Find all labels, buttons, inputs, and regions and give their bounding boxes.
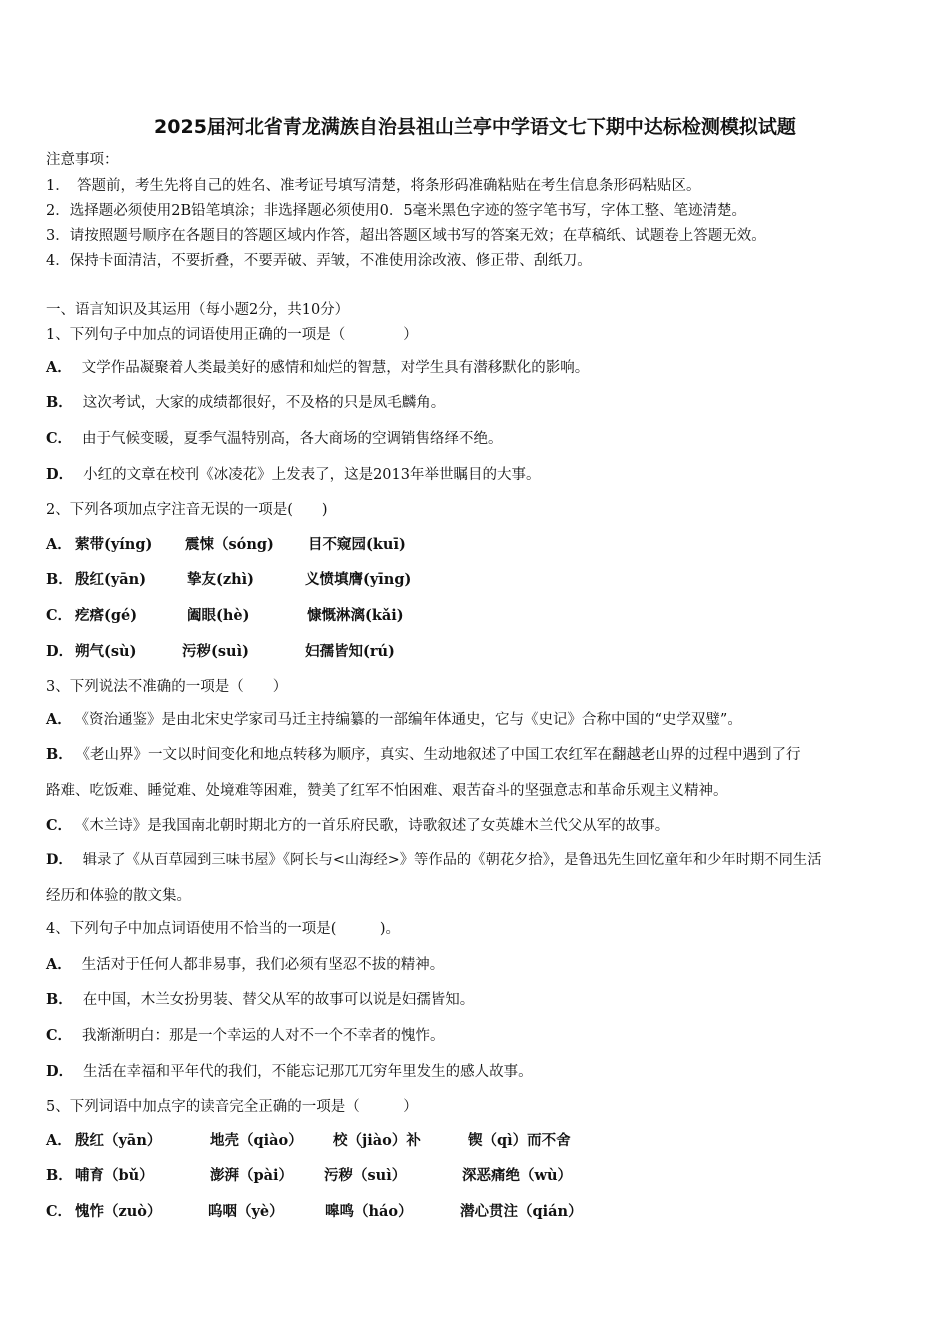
q5-stem: 5、下列词语中加点字的读音完全正确的一项是（ ） xyxy=(46,1099,418,1115)
q2-b-word-1: 殷红(yān) xyxy=(75,571,147,588)
notice-item-4: 4．保持卡面清洁，不要折叠，不要弄破、弄皱，不准使用涂改液、修正带、刮纸刀。 xyxy=(46,253,592,269)
q5-b-word-1: 哺育（bǔ） xyxy=(75,1167,154,1184)
q2-b-word-2: 挚友(zhì) xyxy=(187,571,255,588)
option-text: 在中国，木兰女扮男装、替父从军的故事可以说是妇孺皆知。 xyxy=(82,992,475,1008)
q1-option-d xyxy=(46,465,540,485)
q2-b-label: B． xyxy=(46,571,73,588)
q2-stem: 2、下列各项加点字注音无误的一项是( ) xyxy=(46,502,328,518)
q5-b-word-4: 深恶痛绝（wù） xyxy=(462,1167,573,1184)
option-label: D． xyxy=(46,852,73,868)
q5-b-word-3: 污秽（suì） xyxy=(324,1167,407,1184)
q5-c-word-4: 潜心贯注（qián） xyxy=(460,1203,583,1220)
option-label: A． xyxy=(46,956,72,973)
q5-c-label: C． xyxy=(46,1203,73,1220)
option-text: 文学作品凝聚着人类最美好的感情和灿烂的智慧，对学生具有潜移默化的影响。 xyxy=(81,360,590,376)
option-text: 由于气候变暖，夏季气温特别高，各大商场的空调销售络绎不绝。 xyxy=(82,431,503,447)
notice-item-2: 2．选择题必须使用2B铅笔填涂；非选择题必须使用0．5毫米黑色字迹的签字笔书写，字体工整、笔迹清楚。 xyxy=(46,203,747,219)
option-text: 《木兰诗》是我国南北朝时期北方的一首乐府民歌，诗歌叙述了女英雄木兰代父从军的故事。 xyxy=(82,818,670,834)
q4-option-b xyxy=(46,990,474,1010)
q4-option-c xyxy=(46,1026,445,1046)
q3-option-a xyxy=(46,710,742,730)
q3-option-b-cont: 路难、吃饭难、睡觉难、处境难等困难，赞美了红军不怕困难、艰苦奋斗的坚强意志和革命乐观主义精神。 xyxy=(46,783,728,799)
q4-option-d xyxy=(46,1062,533,1082)
q3-stem: 3、下列说法不准确的一项是（ ） xyxy=(46,679,288,695)
option-label: D． xyxy=(46,1063,74,1080)
q2-c-word-3: 慷慨淋漓(kǎi) xyxy=(307,607,404,624)
q5-a-word-4: 锲（qì）而不舍 xyxy=(468,1132,571,1149)
option-text: 《老山界》一文以时间变化和地点转移为顺序，真实、生动地叙述了中国工农红军在翻越老山界的过程中遇到了行 xyxy=(82,747,801,763)
q3-option-d-cont: 经历和体验的散文集。 xyxy=(46,888,191,904)
q5-c-word-3: 嗥鸣（háo） xyxy=(325,1203,413,1220)
option-label: C． xyxy=(46,430,73,447)
section-heading: 一、语言知识及其运用（每小题2分，共10分） xyxy=(46,302,350,318)
q5-a-word-3: 校（jiào）补 xyxy=(333,1132,421,1149)
q2-d-label: D． xyxy=(46,643,74,660)
option-text: 生活在幸福和平年代的我们，不能忘记那兀兀穷年里发生的感人故事。 xyxy=(83,1064,533,1080)
q2-a-label: A． xyxy=(46,536,72,553)
q2-d-word-2: 污秽(suì) xyxy=(182,643,249,660)
q2-b-word-3: 义愤填膺(yīng) xyxy=(305,571,412,588)
q1-stem: 1、下列句子中加点的词语使用正确的一项是（ ） xyxy=(46,327,418,343)
q1-option-c xyxy=(46,429,503,449)
q2-c-word-2: 阖眼(hè) xyxy=(187,607,250,624)
q5-c-word-2: 呜咽（yè） xyxy=(208,1203,284,1220)
option-text: 生活对于任何人都非易事，我们必须有坚忍不拔的精神。 xyxy=(81,957,445,973)
option-text: 小红的文章在校刊《冰凌花》上发表了，这是2013年举世瞩目的大事。 xyxy=(83,467,541,483)
option-text: 我渐渐明白：那是一个幸运的人对不一个不幸者的愧怍。 xyxy=(82,1028,445,1044)
q2-c-label: C． xyxy=(46,607,73,624)
option-text: 《资治通鉴》是由北宋史学家司马迁主持编纂的一部编年体通史，它与《史记》合称中国的“史学双璧”。 xyxy=(81,712,742,728)
q3-option-b xyxy=(46,745,801,765)
q2-d-word-1: 朔气(sù) xyxy=(75,643,137,660)
q5-c-word-1: 愧怍（zuò） xyxy=(75,1203,162,1220)
notice-item-3: 3．请按照题号顺序在各题目的答题区域内作答，超出答题区域书写的答案无效；在草稿纸、试题卷上答题无效。 xyxy=(46,228,766,244)
q1-option-a xyxy=(46,358,589,378)
page-title: 2025届河北省青龙满族自治县祖山兰亭中学语文七下期中达标检测模拟试题 xyxy=(154,116,796,138)
q2-a-word-3: 目不窥园(kuī) xyxy=(308,536,406,553)
q5-b-label: B． xyxy=(46,1167,73,1184)
option-label: D． xyxy=(46,466,74,483)
notice-item-1: 1． 答题前，考生先将自己的姓名、准考证号填写清楚，将条形码准确粘贴在考生信息条形码粘贴区。 xyxy=(46,178,701,194)
option-text: 辑录了《从百草园到三味书屋》《阿长与<山海经>》等作品的《朝花夕拾》，是鲁迅先生回忆童年和少年时期不同生活 xyxy=(82,852,822,868)
q2-a-word-1: 萦带(yíng) xyxy=(75,536,153,553)
option-label: A． xyxy=(46,711,72,728)
option-label: C． xyxy=(46,817,73,834)
q2-d-word-3: 妇孺皆知(rú) xyxy=(305,643,395,660)
q5-b-word-2: 澎湃（pài） xyxy=(210,1167,294,1184)
q3-option-d xyxy=(46,850,822,870)
q5-a-word-2: 地壳（qiào） xyxy=(210,1132,303,1149)
option-label: A． xyxy=(46,359,72,376)
q5-a-word-1: 殷红（yān） xyxy=(75,1132,162,1149)
q4-stem: 4、下列句子中加点词语使用不恰当的一项是( )。 xyxy=(46,921,401,937)
q1-option-b xyxy=(46,393,445,413)
option-label: B． xyxy=(46,746,73,763)
q4-option-a xyxy=(46,955,444,975)
option-label: B． xyxy=(46,991,73,1008)
notice-heading: 注意事项： xyxy=(46,152,119,168)
option-text: 这次考试，大家的成绩都很好，不及格的只是凤毛麟角。 xyxy=(82,395,446,411)
q2-a-word-2: 震悚（sóng) xyxy=(185,536,274,553)
option-label: C． xyxy=(46,1027,73,1044)
q5-a-label: A． xyxy=(46,1132,72,1149)
option-label: B． xyxy=(46,394,73,411)
q3-option-c xyxy=(46,816,669,836)
q2-c-word-1: 疙瘩(gé) xyxy=(75,607,138,624)
